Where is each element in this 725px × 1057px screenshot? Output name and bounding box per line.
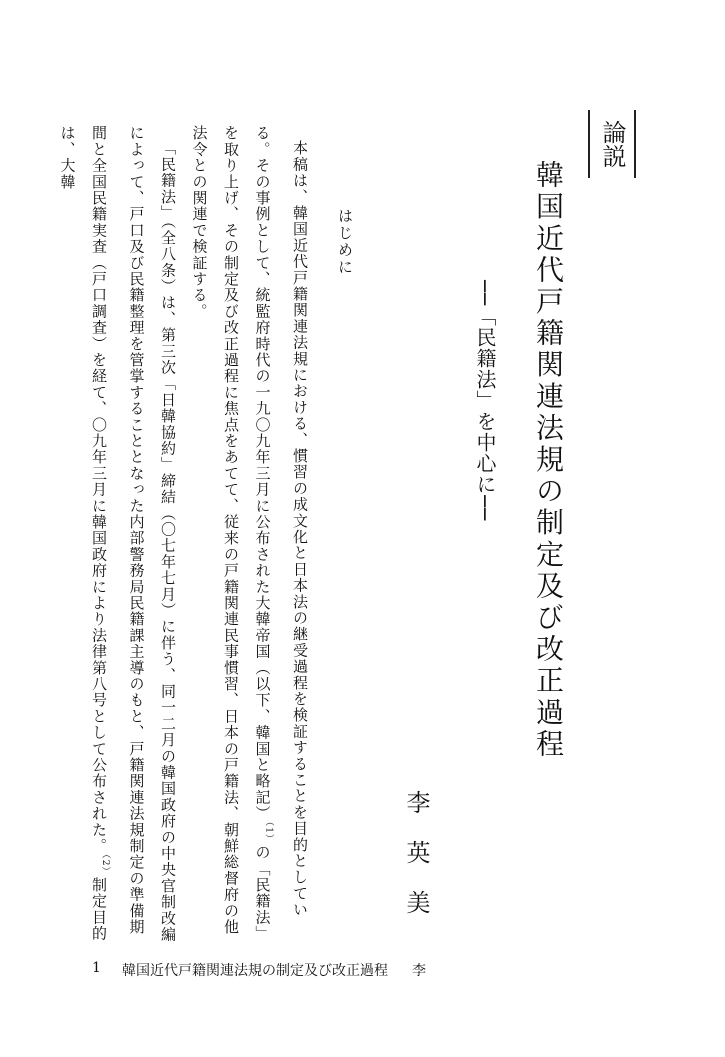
paragraph — [183, 125, 315, 945]
paragraph-text: の「民籍法」を取り上げ、その制定及び改正過程に焦点をあてて、従来の戸籍関連民事慣習、日本の戸籍法、朝鮮総督府の他法令との関連で検証する。 — [190, 125, 272, 942]
article-subtitle: ──「民籍法」を中心に── — [473, 280, 497, 522]
running-author: 李 — [412, 963, 426, 979]
body-text — [51, 125, 315, 945]
paragraph-text: 本稿は、韓国近代戸籍関連法規における、慣習の成文化と日本法の継受過程を検証することを目的としている。その事例として、統監府時代の一九〇九年三月に公布された大韓帝国（以下、韓国と略記） — [253, 125, 309, 918]
section-heading: はじめに — [336, 208, 354, 276]
article-author: 李英美 — [402, 790, 430, 940]
section-label-text: 論説 — [598, 120, 626, 168]
page-number: 1 — [92, 960, 101, 976]
section-label — [588, 110, 636, 178]
footnote-ref[interactable]: （1） — [263, 821, 274, 845]
paragraph — [51, 125, 183, 945]
paragraph-text: 「民籍法」（全八条）は、第三次「日韓協約」締結（〇七年七月）に伴う、同一二月の韓国政府の中央官制改編によって、戸口及び民籍整理を管掌することとなった内部警務局民籍課主導のもと、戸籍関連法規制定の準備期間と全国民籍実査（戸口調査）を経て、〇九年三月に韓国政府により法律第八号として公布された。 — [90, 125, 177, 943]
footnote-ref[interactable]: （2） — [100, 854, 110, 877]
article-title: 韓国近代戸籍関連法規の制定及び改正過程 — [532, 160, 565, 761]
running-title: 韓国近代戸籍関連法規の制定及び改正過程 — [122, 963, 388, 979]
paragraph-text: 制定目的は、大韓 — [58, 125, 108, 942]
